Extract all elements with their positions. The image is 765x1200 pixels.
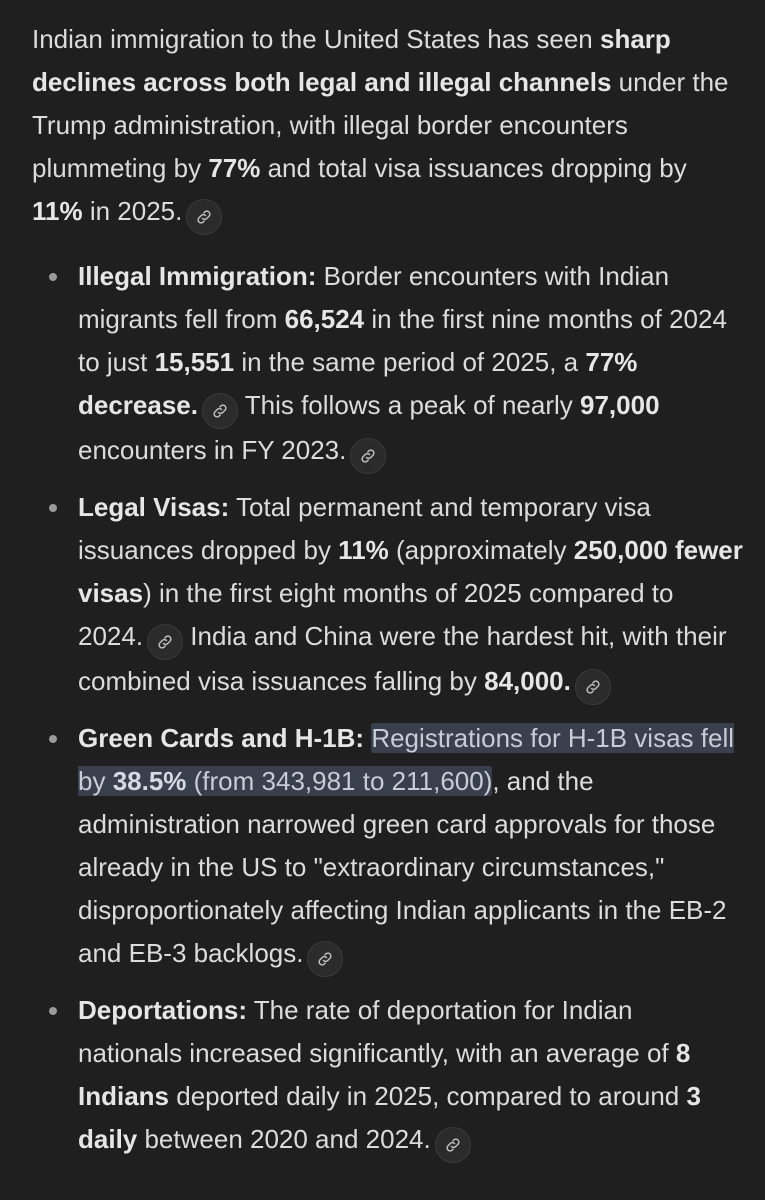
bullet-text: in the same period of 2025, a bbox=[234, 347, 586, 377]
list-item-deportations bbox=[32, 989, 743, 1163]
bullet-list bbox=[32, 255, 743, 1163]
intro-text: under the Trump administration, with illegal border encounters plummeting by bbox=[32, 67, 729, 183]
bullet-label: Green Cards and H-1B: bbox=[78, 723, 365, 753]
link-icon bbox=[195, 208, 213, 226]
citation-button[interactable] bbox=[186, 199, 222, 235]
intro-text: Indian immigration to the United States has seen bbox=[32, 24, 600, 54]
intro-text: in 2025. bbox=[82, 196, 183, 226]
link-icon bbox=[444, 1136, 462, 1154]
bullet-text: , and the administration narrowed green card approvals for those already in the US to "extraordinary circumstances," disproportionately affecting Indian applicants in the EB-2 and EB-3 backlogs. bbox=[78, 766, 727, 968]
link-icon bbox=[316, 950, 334, 968]
intro-text: and total visa issuances dropping by bbox=[260, 153, 687, 183]
highlighted-text-part: Registrations for H-1B visas fell by bbox=[78, 723, 734, 796]
bullet-emphasis: 15,551 bbox=[154, 347, 235, 377]
link-icon bbox=[359, 447, 377, 465]
citation-button[interactable] bbox=[202, 393, 238, 429]
highlighted-text-part: (from 343,981 to 211,600) bbox=[186, 766, 493, 796]
bullet-text: ) in the first eight months of 2025 compared to 2024. bbox=[78, 578, 674, 651]
bullet-text: This follows a peak of nearly bbox=[237, 390, 581, 420]
bullet-text: deported daily in 2025, compared to around bbox=[169, 1081, 687, 1111]
bullet-emphasis: 3 daily bbox=[78, 1081, 701, 1154]
citation-button[interactable] bbox=[147, 624, 183, 660]
list-item-green-cards bbox=[32, 717, 743, 977]
citation-button[interactable] bbox=[575, 669, 611, 705]
highlighted-emphasis: 38.5% bbox=[112, 766, 187, 796]
bullet-emphasis: 8 Indians bbox=[78, 1038, 691, 1111]
bullet-text: in the first nine months of 2024 to just bbox=[78, 304, 727, 377]
bullet-text: The rate of deportation for Indian nationals increased significantly, with an average of bbox=[78, 995, 676, 1068]
intro-emphasis: 11% bbox=[32, 196, 83, 226]
bullet-text: encounters in FY 2023. bbox=[78, 435, 347, 465]
bullet-text: India and China were the hardest hit, with their combined visa issuances falling by bbox=[78, 621, 727, 696]
citation-button[interactable] bbox=[307, 941, 343, 977]
citation-button[interactable] bbox=[435, 1127, 471, 1163]
link-icon bbox=[584, 678, 602, 696]
bullet-label: Deportations: bbox=[78, 995, 247, 1025]
bullet-text: Total permanent and temporary visa issuances dropped by bbox=[78, 492, 651, 565]
bullet-emphasis: 11% bbox=[338, 535, 389, 565]
list-item-legal-visas bbox=[32, 486, 743, 705]
bullet-label: Legal Visas: bbox=[78, 492, 230, 522]
bullet-emphasis: 84,000. bbox=[484, 666, 571, 696]
bullet-emphasis: 97,000 bbox=[580, 390, 660, 420]
intro-paragraph bbox=[32, 18, 743, 235]
intro-emphasis: 77% bbox=[208, 153, 261, 183]
bullet-label: Illegal Immigration: bbox=[78, 261, 317, 291]
citation-button[interactable] bbox=[350, 438, 386, 474]
bullet-emphasis: 77% decrease. bbox=[78, 347, 638, 420]
bullet-text: (approximately bbox=[388, 535, 574, 565]
bullet-text: between 2020 and 2024. bbox=[137, 1124, 431, 1154]
link-icon bbox=[211, 402, 229, 420]
bullet-emphasis: 250,000 fewer visas bbox=[78, 535, 743, 608]
link-icon bbox=[156, 633, 174, 651]
intro-emphasis: sharp declines across both legal and illegal channels bbox=[32, 24, 671, 97]
bullet-text: Border encounters with Indian migrants fell from bbox=[78, 261, 670, 334]
bullet-emphasis: 66,524 bbox=[284, 304, 365, 334]
list-item-illegal-immigration bbox=[32, 255, 743, 474]
